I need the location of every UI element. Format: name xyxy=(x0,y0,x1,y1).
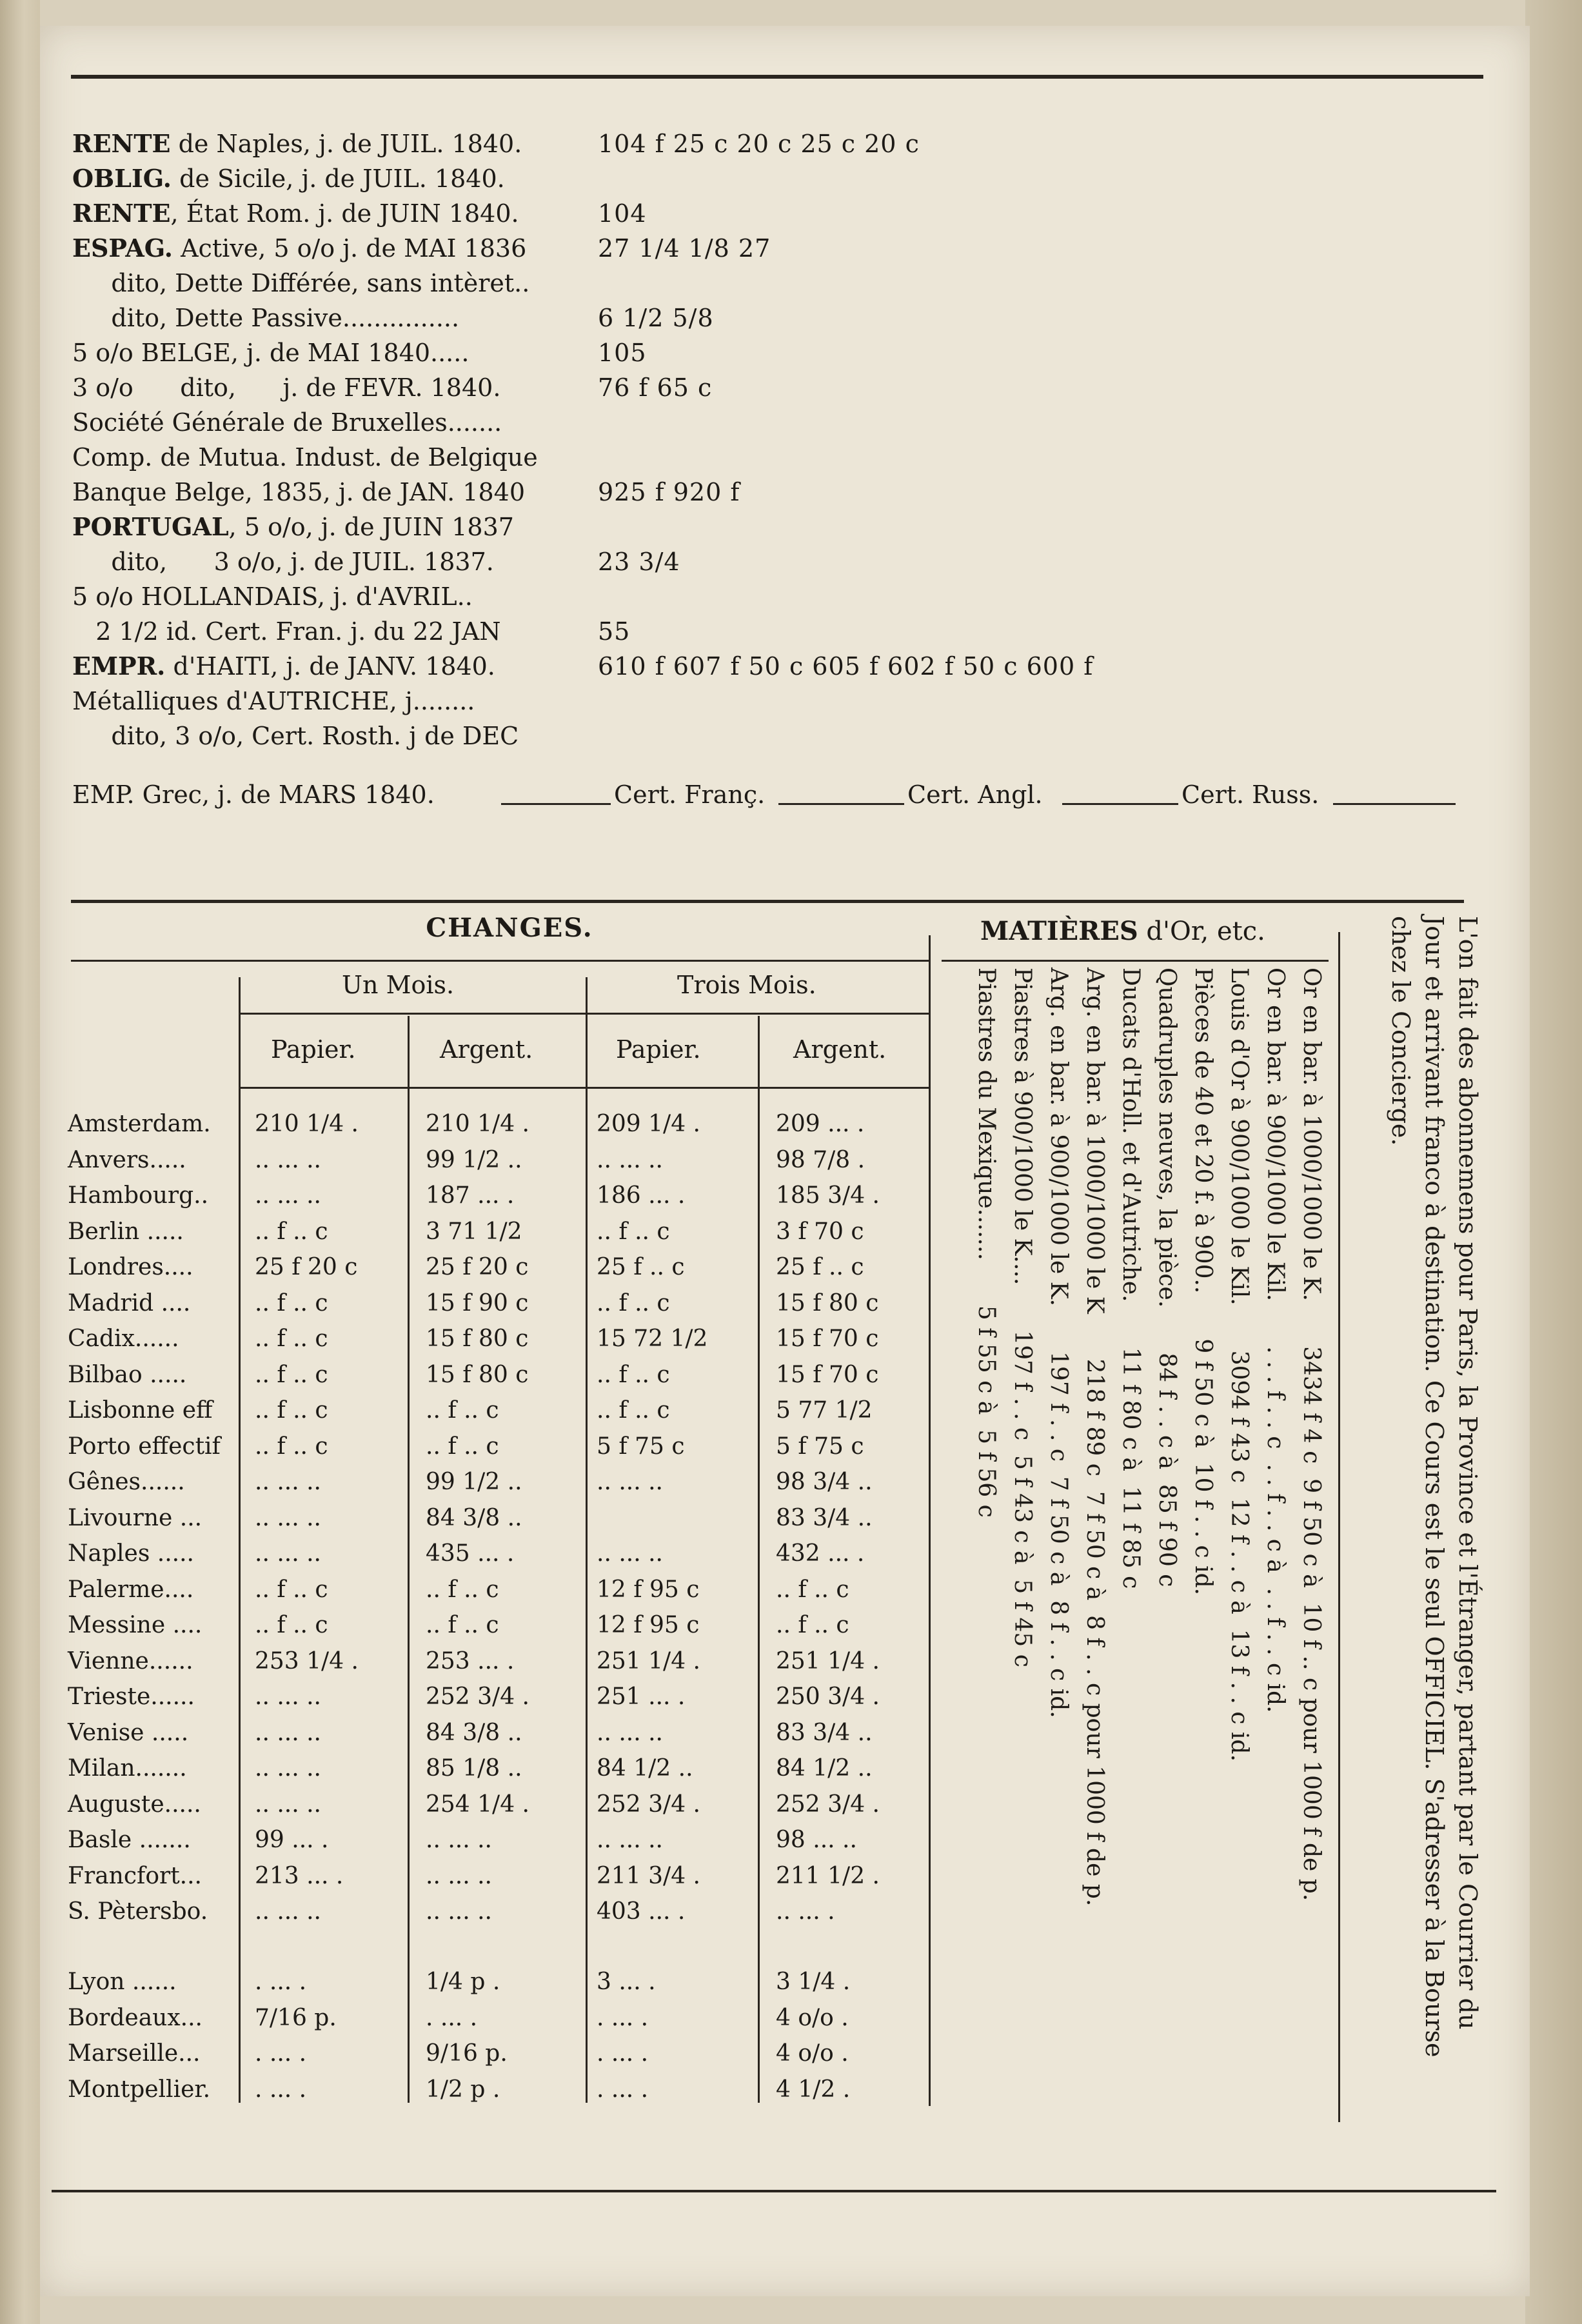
change-value: .. f .. c xyxy=(426,1612,499,1638)
change-value: .. f .. c xyxy=(597,1218,670,1245)
change-value: .. ... .. xyxy=(255,1540,321,1567)
rente-value: 76 f 65 c xyxy=(598,373,713,402)
rente-label xyxy=(72,719,519,753)
change-value: .. ... .. xyxy=(426,1827,492,1853)
change-value: 15 f 80 c xyxy=(426,1361,529,1388)
matiere-row xyxy=(1004,968,1040,2064)
change-value: 99 ... . xyxy=(255,1827,329,1853)
top-rule xyxy=(71,75,1483,79)
change-value: 4 o/o . xyxy=(776,2004,849,2031)
matiere-value: 9 f 50 c à 10 f . . c id. xyxy=(1190,1338,1216,1596)
change-row xyxy=(68,2072,925,2108)
matieres-right-rule xyxy=(1338,932,1340,2122)
rente-row xyxy=(72,614,1478,649)
matiere-label: Pièces de 40 et 20 f. à 900.. xyxy=(1190,968,1216,1294)
change-value: .. ... .. xyxy=(255,1898,321,1925)
change-city: Marseille... xyxy=(68,2040,201,2067)
matieres-title-rule xyxy=(942,960,1329,962)
change-value: 98 3/4 .. xyxy=(776,1469,873,1495)
rente-label-text: de Naples, j. de JUIL. 1840. xyxy=(170,130,522,158)
change-value: 83 3/4 .. xyxy=(776,1719,873,1746)
matiere-label: Quadruples neuves, la pièce. xyxy=(1154,968,1180,1308)
change-value: . ... . xyxy=(597,2040,649,2067)
change-value: 252 3/4 . xyxy=(426,1683,529,1710)
change-value: 251 1/4 . xyxy=(597,1647,700,1674)
change-value: .. f .. c xyxy=(597,1289,670,1316)
matiere-row xyxy=(1221,968,1257,2064)
change-city: Vienne...... xyxy=(68,1647,193,1674)
change-value: 209 ... . xyxy=(776,1111,865,1137)
matieres-title-bold: MATIÈRES xyxy=(980,916,1138,946)
change-row xyxy=(68,1249,925,1286)
cert-angl-label: Cert. Angl. xyxy=(907,780,1043,809)
change-row xyxy=(68,1321,925,1357)
change-city: Porto effectif xyxy=(68,1433,221,1460)
rente-row xyxy=(72,510,1478,544)
matiere-label: Arg. en bar. à 1000/1000 le K xyxy=(1082,968,1108,1314)
rente-row xyxy=(72,719,1478,753)
rente-value: 104 xyxy=(598,199,647,228)
change-city: Milan....... xyxy=(68,1755,187,1782)
rente-row xyxy=(72,161,1478,196)
change-value: . ... . xyxy=(255,1969,307,1995)
change-row xyxy=(68,2036,925,2072)
change-city: S. Pètersbo. xyxy=(68,1898,208,1925)
rente-label xyxy=(72,405,502,440)
rente-row xyxy=(72,649,1478,684)
change-row xyxy=(68,1286,925,1322)
change-city: Bilbao ..... xyxy=(68,1361,187,1388)
rente-label-bold: OBLIG. xyxy=(72,164,172,193)
matiere-value: 3434 f 4 c 9 f 50 c à 10 f .. c pour 1000 f de p. xyxy=(1298,1346,1325,1902)
rente-label xyxy=(72,614,501,649)
rente-row xyxy=(72,126,1478,161)
col-rule-5 xyxy=(929,935,931,2106)
rente-label-bold: RENTE xyxy=(72,199,171,228)
change-value: 15 f 70 c xyxy=(776,1361,879,1388)
matiere-row xyxy=(1257,968,1293,2064)
change-value: 3 ... . xyxy=(597,1969,656,1995)
change-value: 99 1/2 .. xyxy=(426,1146,522,1173)
matiere-value: . . . f . . c . . f . . c à . . f . . c id. xyxy=(1262,1346,1289,1713)
matieres-title xyxy=(980,916,1265,946)
rente-label-text: 2 1/2 id. Cert. Fran. j. du 22 JAN xyxy=(72,617,501,646)
change-value: 15 f 80 c xyxy=(776,1289,879,1316)
change-row xyxy=(68,1429,925,1465)
change-value: 84 3/8 .. xyxy=(426,1719,522,1746)
matiere-row xyxy=(1185,968,1221,2064)
rente-label xyxy=(72,335,469,370)
cert-russ-label: Cert. Russ. xyxy=(1182,780,1320,809)
change-value: 83 3/4 .. xyxy=(776,1504,873,1531)
change-row xyxy=(68,1536,925,1572)
changes-title: CHANGES. xyxy=(426,913,593,943)
rente-label-text: 5 o/o HOLLANDAIS, j. d'AVRIL.. xyxy=(72,582,473,611)
change-value: . ... . xyxy=(597,2076,649,2103)
change-value: 403 ... . xyxy=(597,1898,686,1925)
middle-rule xyxy=(71,900,1464,903)
change-value: .. ... .. xyxy=(255,1755,321,1782)
change-row xyxy=(68,1393,925,1429)
change-value: 98 ... .. xyxy=(776,1827,857,1853)
rente-label-text: dito, Dette Différée, sans intèret.. xyxy=(72,269,530,297)
change-row xyxy=(68,1142,925,1178)
rente-value: 105 xyxy=(598,339,647,367)
change-value: 250 3/4 . xyxy=(776,1683,880,1710)
rente-row xyxy=(72,196,1478,231)
change-value: 432 ... . xyxy=(776,1540,865,1567)
matiere-value: 11 f 80 c à 11 f 85 c xyxy=(1118,1347,1144,1589)
rente-label-text: dito, 3 o/o, Cert. Rosth. j de DEC xyxy=(72,722,519,750)
change-value: 252 3/4 . xyxy=(776,1791,880,1818)
change-value: 185 3/4 . xyxy=(776,1182,880,1209)
rente-label-text: 5 o/o BELGE, j. de MAI 1840..... xyxy=(72,339,470,367)
change-value: 85 1/8 .. xyxy=(426,1755,522,1782)
change-value: . ... . xyxy=(255,2076,307,2103)
change-value: .. ... .. xyxy=(597,1827,663,1853)
rente-label xyxy=(72,579,473,614)
note-line: L'on fait des abonnemens pour Paris, la Province et l'Étranger, partant par le Courrier du xyxy=(1454,916,1482,2030)
change-row xyxy=(68,2000,925,2036)
change-value: 251 ... . xyxy=(597,1683,686,1710)
matiere-label: Piastres à 900/1000 le K.... xyxy=(1009,968,1036,1286)
emp-grec-row xyxy=(72,777,1478,812)
change-row xyxy=(68,1894,925,1930)
change-value: .. ... .. xyxy=(255,1719,321,1746)
change-row xyxy=(68,1751,925,1787)
rente-row xyxy=(72,579,1478,614)
change-value: 5 77 1/2 xyxy=(776,1397,873,1424)
changes-subhead-rule xyxy=(239,1013,929,1015)
change-value: 209 1/4 . xyxy=(597,1111,700,1137)
change-value: 25 f .. c xyxy=(776,1254,864,1280)
rente-row xyxy=(72,405,1478,440)
matiere-value: 84 f . . c à 85 f 90 c xyxy=(1154,1353,1180,1587)
change-city: Hambourg.. xyxy=(68,1182,209,1209)
change-value: .. f .. c xyxy=(426,1576,499,1603)
rente-row xyxy=(72,684,1478,719)
change-value: 210 1/4 . xyxy=(255,1111,359,1137)
matieres-title-rest: d'Or, etc. xyxy=(1138,917,1265,946)
change-value: 12 f 95 c xyxy=(597,1612,700,1638)
change-value: 210 1/4 . xyxy=(426,1111,529,1137)
change-value: 211 3/4 . xyxy=(597,1862,700,1889)
rente-label-text: 3 o/o dito, j. de FEVR. 1840. xyxy=(72,373,501,402)
rente-value: 104 f 25 c 20 c 25 c 20 c xyxy=(598,130,920,158)
rente-row xyxy=(72,544,1478,579)
change-city: Lyon ...... xyxy=(68,1969,177,1995)
change-value: .. f .. c xyxy=(255,1326,328,1352)
change-city: Cadix...... xyxy=(68,1326,179,1352)
change-value: 435 ... . xyxy=(426,1540,515,1567)
change-row xyxy=(68,1214,925,1250)
change-city: Amsterdam. xyxy=(68,1111,211,1137)
matiere-row xyxy=(1112,968,1149,2064)
change-value: 253 1/4 . xyxy=(255,1647,359,1674)
change-city: Montpellier. xyxy=(68,2076,211,2103)
change-value: 3 1/4 . xyxy=(776,1969,851,1995)
matiere-label: Ducats d'Holl. et d'Autriche. xyxy=(1118,968,1144,1302)
change-city: Palerme.... xyxy=(68,1576,194,1603)
change-value: .. ... .. xyxy=(597,1469,663,1495)
matiere-label: Or en bar. à 1000/1000 le K. xyxy=(1298,968,1325,1302)
rente-label xyxy=(72,301,459,335)
change-row xyxy=(68,1858,925,1894)
change-row xyxy=(68,1607,925,1644)
change-city: Messine .... xyxy=(68,1612,203,1638)
bottom-rule xyxy=(52,2190,1496,2192)
change-value: 7/16 p. xyxy=(255,2004,337,2031)
change-value: 84 3/8 .. xyxy=(426,1504,522,1531)
change-value: 12 f 95 c xyxy=(597,1576,700,1603)
change-value: 5 f 75 c xyxy=(776,1433,864,1460)
note-line: chez le Concierge. xyxy=(1387,916,1415,1146)
rente-label-bold: PORTUGAL xyxy=(72,512,229,541)
change-row xyxy=(68,1679,925,1715)
next-page-edge xyxy=(1525,0,1582,2324)
matiere-label: Piastres du Mexique....... xyxy=(973,968,1000,1260)
subscription-note xyxy=(1354,916,1483,2058)
change-value: .. f .. c xyxy=(255,1289,328,1316)
change-value: 254 1/4 . xyxy=(426,1791,529,1818)
rente-label-text: , État Rom. j. de JUIN 1840. xyxy=(170,199,519,228)
rente-label-bold: EMPR. xyxy=(72,651,166,680)
change-value: .. f .. c xyxy=(776,1576,849,1603)
rente-value: 27 1/4 1/8 27 xyxy=(598,234,771,263)
change-row xyxy=(68,1572,925,1608)
trois-mois-argent-header: Argent. xyxy=(793,1035,887,1064)
change-row xyxy=(68,1357,925,1393)
note-line: Jour et arrivant franco à destination. Ce Cours est le seul OFFICIEL. S'adresser à la Bourse xyxy=(1420,916,1449,2058)
rente-label-text: Active, 5 o/o j. de MAI 1836 xyxy=(173,234,527,263)
rente-value: 23 3/4 xyxy=(598,548,680,576)
change-value: .. ... .. xyxy=(597,1146,663,1173)
change-value: .. ... .. xyxy=(255,1791,321,1818)
rente-value: 925 f 920 f xyxy=(598,478,740,506)
change-value: 252 3/4 . xyxy=(597,1791,700,1818)
change-value: .. ... .. xyxy=(255,1146,321,1173)
rente-value: 610 f 607 f 50 c 605 f 602 f 50 c 600 f xyxy=(598,652,1094,680)
change-value: 187 ... . xyxy=(426,1182,515,1209)
change-row xyxy=(68,1644,925,1680)
rente-label-text: dito, Dette Passive............... xyxy=(72,304,460,332)
change-city: Anvers..... xyxy=(68,1146,186,1173)
rente-label-text: Comp. de Mutua. Indust. de Belgique xyxy=(72,443,538,472)
change-row xyxy=(68,1106,925,1142)
rente-label xyxy=(72,370,500,405)
matieres-list xyxy=(942,968,1329,2071)
change-value: .. f .. c xyxy=(255,1397,328,1424)
change-value: 15 f 70 c xyxy=(776,1326,879,1352)
rente-label-text: de Sicile, j. de JUIL. 1840. xyxy=(172,164,505,193)
rente-row xyxy=(72,335,1478,370)
change-value: .. f .. c xyxy=(776,1612,849,1638)
trois-mois-papier-header: Papier. xyxy=(616,1035,701,1064)
change-city: Berlin ..... xyxy=(68,1218,184,1245)
change-row xyxy=(68,1964,925,2000)
book-spine xyxy=(0,0,40,2324)
change-value: 9/16 p. xyxy=(426,2040,508,2067)
matiere-value: 197 f . . c 5 f 43 c à 5 f 45 c xyxy=(1009,1330,1036,1667)
matiere-value: 5 f 55 c à 5 f 56 c xyxy=(973,1305,1000,1518)
change-value: 4 o/o . xyxy=(776,2040,849,2067)
change-row xyxy=(68,1464,925,1500)
rente-label xyxy=(72,475,525,510)
change-value: .. ... .. xyxy=(597,1719,663,1746)
rente-label-text: Société Générale de Bruxelles....... xyxy=(72,408,502,437)
rente-value: 55 xyxy=(598,617,631,646)
un-mois-papier-header: Papier. xyxy=(271,1035,356,1064)
rente-label xyxy=(72,544,494,579)
change-value: . ... . xyxy=(597,2004,649,2031)
change-value: 15 f 90 c xyxy=(426,1289,529,1316)
change-value: .. ... .. xyxy=(426,1862,492,1889)
rente-label-bold: RENTE xyxy=(72,129,171,158)
change-value: 186 ... . xyxy=(597,1182,686,1209)
changes-table-france xyxy=(68,1964,925,2107)
un-mois-argent-header: Argent. xyxy=(440,1035,533,1064)
change-city: Madrid .... xyxy=(68,1289,191,1316)
emp-grec-label: EMP. Grec, j. de MARS 1840. xyxy=(72,780,435,809)
rentes-list xyxy=(72,126,1478,753)
change-row xyxy=(68,1500,925,1536)
change-value: 5 f 75 c xyxy=(597,1433,685,1460)
change-value: .. ... .. xyxy=(255,1469,321,1495)
trois-mois-header: Trois Mois. xyxy=(677,971,816,999)
change-value: 99 1/2 .. xyxy=(426,1469,522,1495)
change-value: .. f .. c xyxy=(426,1433,499,1460)
change-value: .. ... . xyxy=(776,1898,835,1925)
changes-head-rule xyxy=(239,1087,929,1089)
change-value: .. ... .. xyxy=(255,1504,321,1531)
change-value: 3 f 70 c xyxy=(776,1218,864,1245)
change-value: . ... . xyxy=(255,2040,307,2067)
change-value: 211 1/2 . xyxy=(776,1862,880,1889)
rente-label-text: Banque Belge, 1835, j. de JAN. 1840 xyxy=(72,478,526,506)
rente-label xyxy=(72,126,522,161)
change-city: Bordeaux... xyxy=(68,2004,203,2031)
change-city: Basle ....... xyxy=(68,1827,191,1853)
cert-franc-label: Cert. Franç. xyxy=(614,780,766,809)
rente-row xyxy=(72,301,1478,335)
rente-label xyxy=(72,196,519,231)
change-city: Livourne ... xyxy=(68,1504,203,1531)
matiere-row xyxy=(1149,968,1185,2064)
changes-title-rule xyxy=(71,960,929,962)
change-value: 3 71 1/2 xyxy=(426,1218,522,1245)
rente-label xyxy=(72,684,475,719)
rente-value: 6 1/2 5/8 xyxy=(598,304,714,332)
rente-row xyxy=(72,475,1478,510)
change-value: 98 7/8 . xyxy=(776,1146,865,1173)
change-row xyxy=(68,1178,925,1214)
change-value: .. ... .. xyxy=(597,1540,663,1567)
change-value: 213 ... . xyxy=(255,1862,344,1889)
change-value: .. f .. c xyxy=(597,1361,670,1388)
matiere-value: 218 f 89 c 7 f 50 c à 8 f . . c pour 1000 f de p. xyxy=(1082,1358,1108,1907)
change-value: .. f .. c xyxy=(255,1361,328,1388)
matiere-label: Louis d'Or à 900/1000 le Kil. xyxy=(1226,968,1252,1306)
change-value: 15 f 80 c xyxy=(426,1326,529,1352)
rente-label xyxy=(72,510,514,544)
change-value: .. f .. c xyxy=(426,1397,499,1424)
rente-label-text: , 5 o/o, j. de JUIN 1837 xyxy=(228,513,514,541)
change-city: Francfort... xyxy=(68,1862,203,1889)
rente-row xyxy=(72,370,1478,405)
change-value: .. ... .. xyxy=(255,1683,321,1710)
change-city: Londres.... xyxy=(68,1254,193,1280)
change-value: .. f .. c xyxy=(255,1612,328,1638)
change-value: 84 1/2 .. xyxy=(597,1755,693,1782)
change-value: .. f .. c xyxy=(255,1433,328,1460)
rente-label xyxy=(72,266,529,301)
un-mois-header: Un Mois. xyxy=(342,971,455,999)
rente-label-text: dito, 3 o/o, j. de JUIL. 1837. xyxy=(72,548,494,576)
matiere-row xyxy=(968,968,1004,2064)
matiere-value: 3094 f 43 c 12 f . . c à 13 f . . c id. xyxy=(1226,1350,1252,1762)
change-value: 15 72 1/2 xyxy=(597,1326,708,1352)
rente-row xyxy=(72,231,1478,266)
matiere-label: Arg. en bar. à 900/1000 le K. xyxy=(1045,968,1072,1307)
change-value: .. f .. c xyxy=(255,1576,328,1603)
change-row xyxy=(68,1822,925,1858)
change-value: 4 1/2 . xyxy=(776,2076,851,2103)
change-value: 1/4 p . xyxy=(426,1969,500,1995)
matiere-label: Or en bar. à 900/1000 le Kil. xyxy=(1262,968,1289,1302)
rente-label xyxy=(72,440,538,475)
rente-label-text: d'HAITI, j. de JANV. 1840. xyxy=(165,652,495,680)
rente-label xyxy=(72,231,526,266)
change-city: Auguste..... xyxy=(68,1791,201,1818)
rente-label xyxy=(72,649,495,684)
change-value: .. ... .. xyxy=(255,1182,321,1209)
change-city: Venise ..... xyxy=(68,1719,189,1746)
change-row xyxy=(68,1715,925,1751)
change-value: 251 1/4 . xyxy=(776,1647,880,1674)
matiere-row xyxy=(1040,968,1076,2064)
change-value: .. ... .. xyxy=(426,1898,492,1925)
change-value: 25 f 20 c xyxy=(255,1254,358,1280)
rente-label-bold: ESPAG. xyxy=(72,233,173,263)
rente-row xyxy=(72,266,1478,301)
matiere-value: 197 f . . c 7 f 50 c à 8 f . . c id. xyxy=(1045,1351,1072,1718)
change-value: 25 f 20 c xyxy=(426,1254,529,1280)
change-city: Naples ..... xyxy=(68,1540,194,1567)
change-value: .. f .. c xyxy=(255,1218,328,1245)
rente-row xyxy=(72,440,1478,475)
matiere-row xyxy=(1076,968,1112,2064)
rente-label-text: Métalliques d'AUTRICHE, j........ xyxy=(72,687,475,715)
matiere-row xyxy=(1293,968,1329,2064)
change-value: . ... . xyxy=(426,2004,478,2031)
change-value: 25 f .. c xyxy=(597,1254,685,1280)
change-city: Lisbonne eff xyxy=(68,1397,213,1424)
change-value: 253 ... . xyxy=(426,1647,515,1674)
change-city: Gênes...... xyxy=(68,1469,185,1495)
change-city: Trieste...... xyxy=(68,1683,195,1710)
change-value: .. f .. c xyxy=(597,1397,670,1424)
changes-table xyxy=(68,1106,925,1930)
rente-label xyxy=(72,161,505,196)
change-value: 1/2 p . xyxy=(426,2076,500,2103)
change-value: 84 1/2 .. xyxy=(776,1755,873,1782)
change-row xyxy=(68,1787,925,1823)
